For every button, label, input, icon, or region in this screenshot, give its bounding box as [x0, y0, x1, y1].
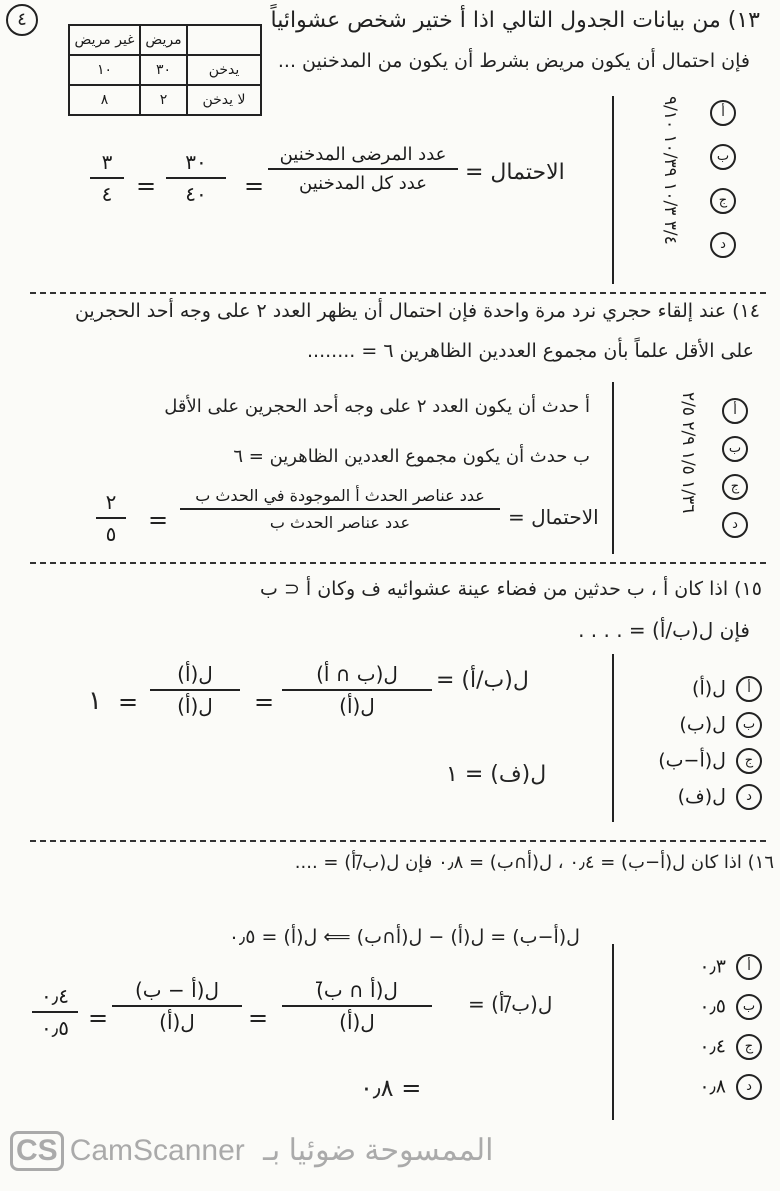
q16-divider — [612, 944, 614, 1120]
choice-c[interactable]: ج — [718, 474, 758, 512]
choice-text: ٠٫٣ — [699, 955, 726, 978]
table-header-cell: غير مريض — [69, 25, 140, 55]
camscanner-arabic: الممسوحة ضوئيا بـ — [263, 1134, 494, 1167]
q16-line1: ١٦) اذا كان ل(أ−ب) = ٠٫٤ ، ل(أ∩ب) = ٠٫٨ فإن ل(ب̄/أ) = .... — [294, 852, 774, 873]
q16-expr: ل(ب̄/أ) = — [468, 992, 553, 1016]
fraction-numerator: ل(أ ∩ ب̄) — [316, 978, 398, 1002]
table-cell: يدخن — [187, 55, 261, 85]
fraction-denominator: ل(أ) — [159, 1010, 195, 1034]
q14-prob-label: الاحتمال = — [508, 505, 599, 529]
fraction-denominator: ل(أ) — [339, 694, 375, 718]
q16-fraction-1 — [282, 978, 432, 1034]
camscanner-watermark — [10, 1131, 494, 1171]
choice-text: ٠٫٥ — [699, 995, 726, 1018]
choice-c[interactable]: ج — [706, 188, 746, 232]
q13-table — [68, 24, 262, 116]
fraction-bar — [150, 689, 240, 691]
page-number: ٤ — [6, 4, 38, 36]
choice-b[interactable]: ب — [706, 144, 746, 188]
q14-choice-values: ١/٣٦ ١/٥ ٢/٩ ٢/٥ — [678, 392, 698, 514]
choice-c[interactable]: ج ل(أ−ب) — [622, 748, 762, 784]
table-cell: ٨ — [69, 85, 140, 115]
equals-sign: = — [244, 172, 265, 200]
q16-fraction-2 — [112, 978, 242, 1034]
choice-a[interactable]: أ — [718, 398, 758, 436]
table-header-cell — [187, 25, 261, 55]
q14-line1: ١٤) عند إلقاء حجري نرد مرة واحدة فإن احتمال أن يظهر العدد ٢ على وجه أحد الحجرين — [74, 300, 760, 322]
fraction-denominator: ٤٠ — [185, 182, 207, 206]
q14-line2: على الأقل علماً بأن مجموع العددين الظاهرين ٦ = ........ — [307, 340, 754, 362]
q14-fraction — [180, 486, 500, 532]
q16-step1: ل(أ−ب) = ل(أ) − ل(أ∩ب) ⟸ ل(أ) = ٠٫٥ — [228, 926, 580, 948]
q13-choices — [706, 100, 746, 276]
table-cell: لا يدخن — [187, 85, 261, 115]
table-row — [69, 55, 261, 85]
q16-fraction-3 — [32, 984, 78, 1040]
q13-fraction-words — [268, 144, 458, 194]
choice-text: ل(ف) — [677, 785, 726, 808]
equals-sign: = — [136, 172, 157, 200]
q15-extra: ل(ف) = ١ — [446, 762, 547, 787]
q15-divider — [612, 654, 614, 822]
camscanner-brand: CamScanner — [69, 1134, 245, 1167]
fraction-numerator: عدد المرضى المدخنين — [279, 144, 447, 165]
q15-expr: ل(ب/أ) = — [436, 668, 529, 693]
separator — [30, 840, 766, 842]
fraction-numerator: ل(أ − ب) — [135, 978, 219, 1002]
q16-choices — [650, 954, 762, 1114]
q14-divider — [612, 382, 614, 554]
camscanner-logo-icon: CS — [10, 1131, 64, 1171]
equals-sign: = — [148, 506, 169, 534]
table-header-cell: مريض — [140, 25, 187, 55]
table-row — [69, 85, 261, 115]
choice-a[interactable]: أ ل(أ) — [622, 676, 762, 712]
fraction-bar — [180, 508, 500, 510]
fraction-bar — [268, 168, 458, 170]
q14-choices — [718, 398, 758, 550]
q14-event-b: ب حدث أن يكون مجموع العددين الظاهرين = ٦ — [233, 446, 590, 467]
choice-d[interactable]: د — [706, 232, 746, 276]
choice-text: ل(أ) — [692, 677, 726, 700]
fraction-denominator: ٠٫٥ — [41, 1016, 69, 1040]
table-cell: ٢ — [140, 85, 187, 115]
choice-text: ل(أ−ب) — [658, 749, 726, 772]
separator — [30, 292, 766, 294]
q13-fraction-result — [90, 150, 124, 206]
q15-fraction-1 — [282, 662, 432, 718]
table-row — [69, 25, 261, 55]
fraction-denominator: ٤ — [101, 182, 113, 206]
fraction-bar — [90, 177, 124, 179]
choice-a[interactable]: أ — [706, 100, 746, 144]
fraction-numerator: ل(أ) — [177, 662, 213, 686]
fraction-numerator: ل(ب ∩ أ) — [316, 662, 398, 686]
table-cell: ١٠ — [69, 55, 140, 85]
fraction-denominator: ل(أ) — [339, 1010, 375, 1034]
fraction-numerator: ٢ — [105, 490, 117, 514]
q15-line1: ١٥) اذا كان أ ، ب حدثين من فضاء عينة عشوائيه ف وكان أ ⊂ ب — [260, 578, 762, 600]
fraction-denominator: ل(أ) — [177, 694, 213, 718]
choice-d[interactable]: د — [718, 512, 758, 550]
equals-sign: = — [248, 1004, 269, 1032]
table-cell: ٣٠ — [140, 55, 187, 85]
choice-d[interactable]: د ٠٫٨ — [650, 1074, 762, 1114]
choice-a[interactable]: أ ٠٫٣ — [650, 954, 762, 994]
q13-line2: فإن احتمال أن يكون مريض بشرط أن يكون من المدخنين ... — [277, 50, 750, 72]
fraction-bar — [112, 1005, 242, 1007]
q13-line1: ١٣) من بيانات الجدول التالي اذا أ ختير شخص عشوائياً — [270, 8, 760, 33]
choice-b[interactable]: ب ٠٫٥ — [650, 994, 762, 1034]
choice-text: ٠٫٤ — [699, 1035, 726, 1058]
choice-b[interactable]: ب ل(ب) — [622, 712, 762, 748]
choice-b[interactable]: ب — [718, 436, 758, 474]
q16-final: = ٠٫٨ — [360, 1074, 422, 1102]
fraction-bar — [96, 517, 126, 519]
q15-line2: فإن ل(ب/أ) = . . . . — [578, 618, 750, 642]
q13-divider — [612, 96, 614, 284]
q15-result: ١ — [88, 686, 102, 716]
q13-choice-values: ٣/٤ ١٠/٣ ١٠/٣٩ ٩/١٠ — [660, 96, 680, 245]
q13-prob-label: الاحتمال = — [465, 160, 565, 185]
q13-fraction-numbers — [166, 150, 226, 206]
q15-fraction-2 — [150, 662, 240, 718]
choice-text: ٠٫٨ — [699, 1075, 726, 1098]
fraction-bar — [32, 1011, 78, 1013]
fraction-denominator: عدد عناصر الحدث ب — [269, 513, 411, 532]
equals-sign: = — [88, 1004, 109, 1032]
fraction-denominator: عدد كل المدخنين — [299, 173, 427, 194]
fraction-numerator: ٣ — [101, 150, 113, 174]
fraction-bar — [282, 1005, 432, 1007]
equals-sign: = — [254, 688, 275, 716]
separator — [30, 562, 766, 564]
q14-event-a: أ حدث أن يكون العدد ٢ على وجه أحد الحجرين على الأقل — [164, 396, 590, 417]
fraction-numerator: ٣٠ — [185, 150, 207, 174]
fraction-numerator: ٠٫٤ — [41, 984, 69, 1008]
fraction-bar — [166, 177, 226, 179]
choice-text: ل(ب) — [679, 713, 726, 736]
choice-d[interactable]: د ل(ف) — [622, 784, 762, 820]
q15-choices — [622, 676, 762, 820]
choice-c[interactable]: ج ٠٫٤ — [650, 1034, 762, 1074]
q14-fraction-result — [96, 490, 126, 546]
fraction-denominator: ٥ — [105, 522, 117, 546]
equals-sign: = — [118, 688, 139, 716]
fraction-bar — [282, 689, 432, 691]
fraction-numerator: عدد عناصر الحدث أ الموجودة في الحدث ب — [195, 486, 485, 505]
